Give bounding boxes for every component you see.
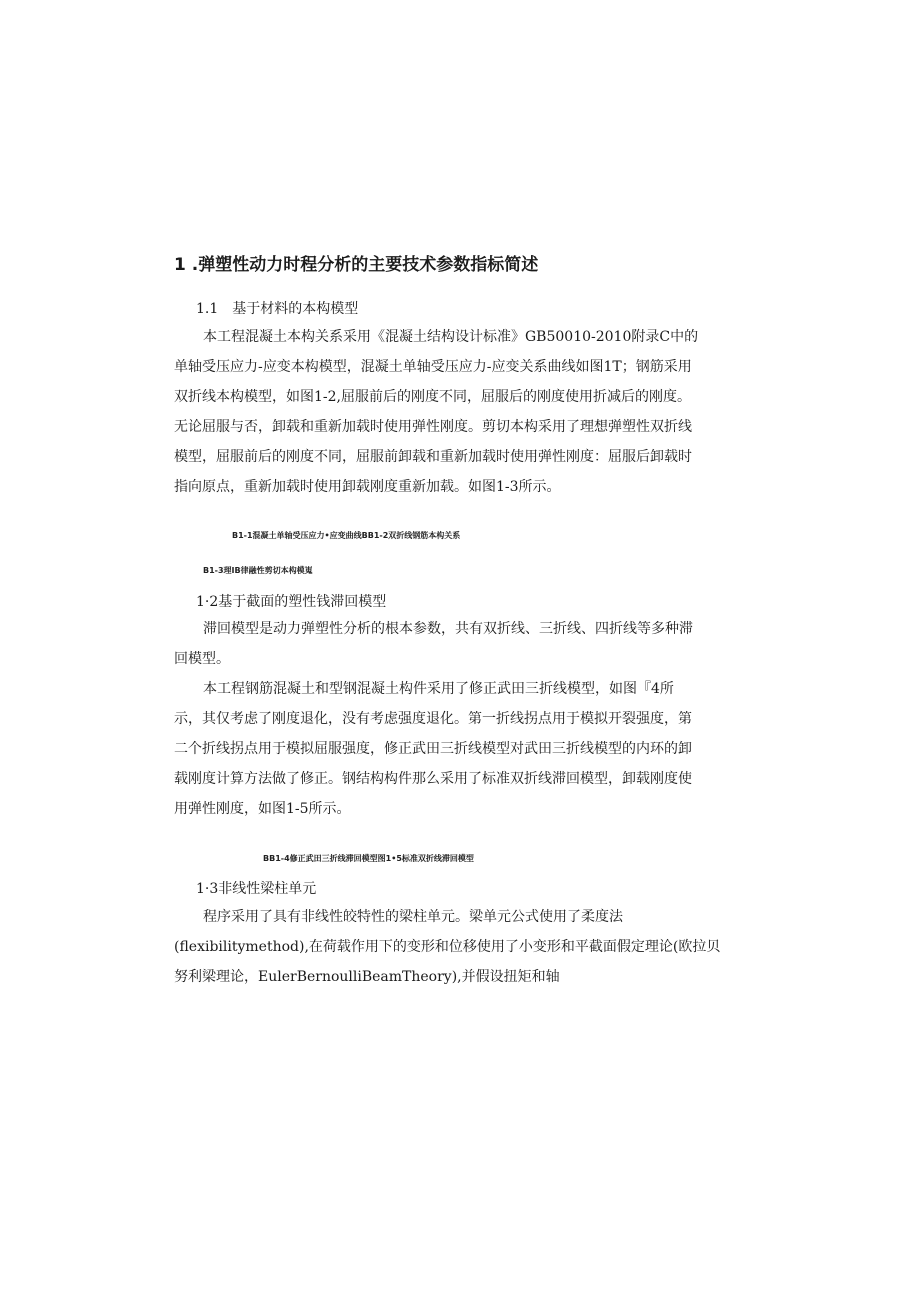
paragraph-line: 努利梁理论，EulerBernoulliBeamTheory),并假设扭矩和轴 [174,969,560,985]
paragraph-line: 用弹性刚度，如图1-5所示。 [174,801,351,817]
paragraph-line: 程序采用了具有非线性皎特性的梁柱单元。梁单元公式使用了柔度法 [203,909,623,925]
figure-caption: B1-1混凝土单轴受压应力•应变曲线BB1-2双折线钢筋本构关系 [232,531,461,540]
section-1-3-paragraph [174,902,720,992]
main-heading: 1 .弹塑性动力时程分析的主要技术参数指标简述 [174,255,539,275]
section-1-2-paragraph-2 [174,674,720,824]
paragraph-line: 滞回模型是动力弹塑性分析的根本参数，共有双折线、三折线、四折线等多种滞 [203,621,693,637]
paragraph-line: 回模型。 [174,651,230,667]
figure-caption: B1-3理IB律融性剪切本构模嵬 [203,566,313,575]
paragraph-line: 模型，屈服前后的刚度不同，屈服前卸载和重新加载时使用弹性刚度：屈服后卸载时 [174,449,692,465]
section-1-1-paragraph [174,322,720,502]
paragraph-line: 指向原点，重新加载时使用卸载刚度重新加载。如图1-3所示。 [174,479,561,495]
paragraph-line: 本工程钢筋混凝土和型钢混凝土构件采用了修正武田三折线模型，如图『4所 [203,681,674,697]
paragraph-line: 载刚度计算方法做了修正。钢结构构件那么采用了标准双折线滞回模型，卸载刚度使 [174,771,692,787]
paragraph-line: 双折线本构模型，如图1-2,屈服前后的刚度不同，屈服后的刚度使用折减后的刚度。 [174,389,691,405]
section-1-3-title: 1·3非线性梁柱单元 [196,881,317,897]
paragraph-line: 单轴受压应力-应变本构模型，混凝土单轴受压应力-应变关系曲线如图1T；钢筋采用 [174,359,692,375]
paragraph-line: 无论屈服与否，卸载和重新加载时使用弹性刚度。剪切本构采用了理想弹塑性双折线 [174,419,692,435]
paragraph-line: 二个折线拐点用于模拟屈服强度，修正武田三折线模型对武田三折线模型的内环的卸 [174,741,692,757]
paragraph-line: (flexibilitymethod),在荷载作用下的变形和位移使用了小变形和平截面假定理论(欧拉贝 [174,939,720,955]
section-1-1-title: 1.1 基于材料的本构模型 [196,301,359,317]
paragraph-line: 本工程混凝土本构关系采用《混凝土结构设计标准》GB50010-2010附录C中的 [203,329,699,345]
section-1-2-paragraph-1 [174,614,720,674]
figure-caption: BB1-4修正武田三折线滞回模型图1•5标准双折线滞回模型 [263,854,474,863]
section-1-2-title: 1·2基于截面的塑性钱滞回模型 [196,594,387,610]
paragraph-line: 示，其仅考虑了刚度退化，没有考虑强度退化。第一折线拐点用于模拟开裂强度，第 [174,711,692,727]
